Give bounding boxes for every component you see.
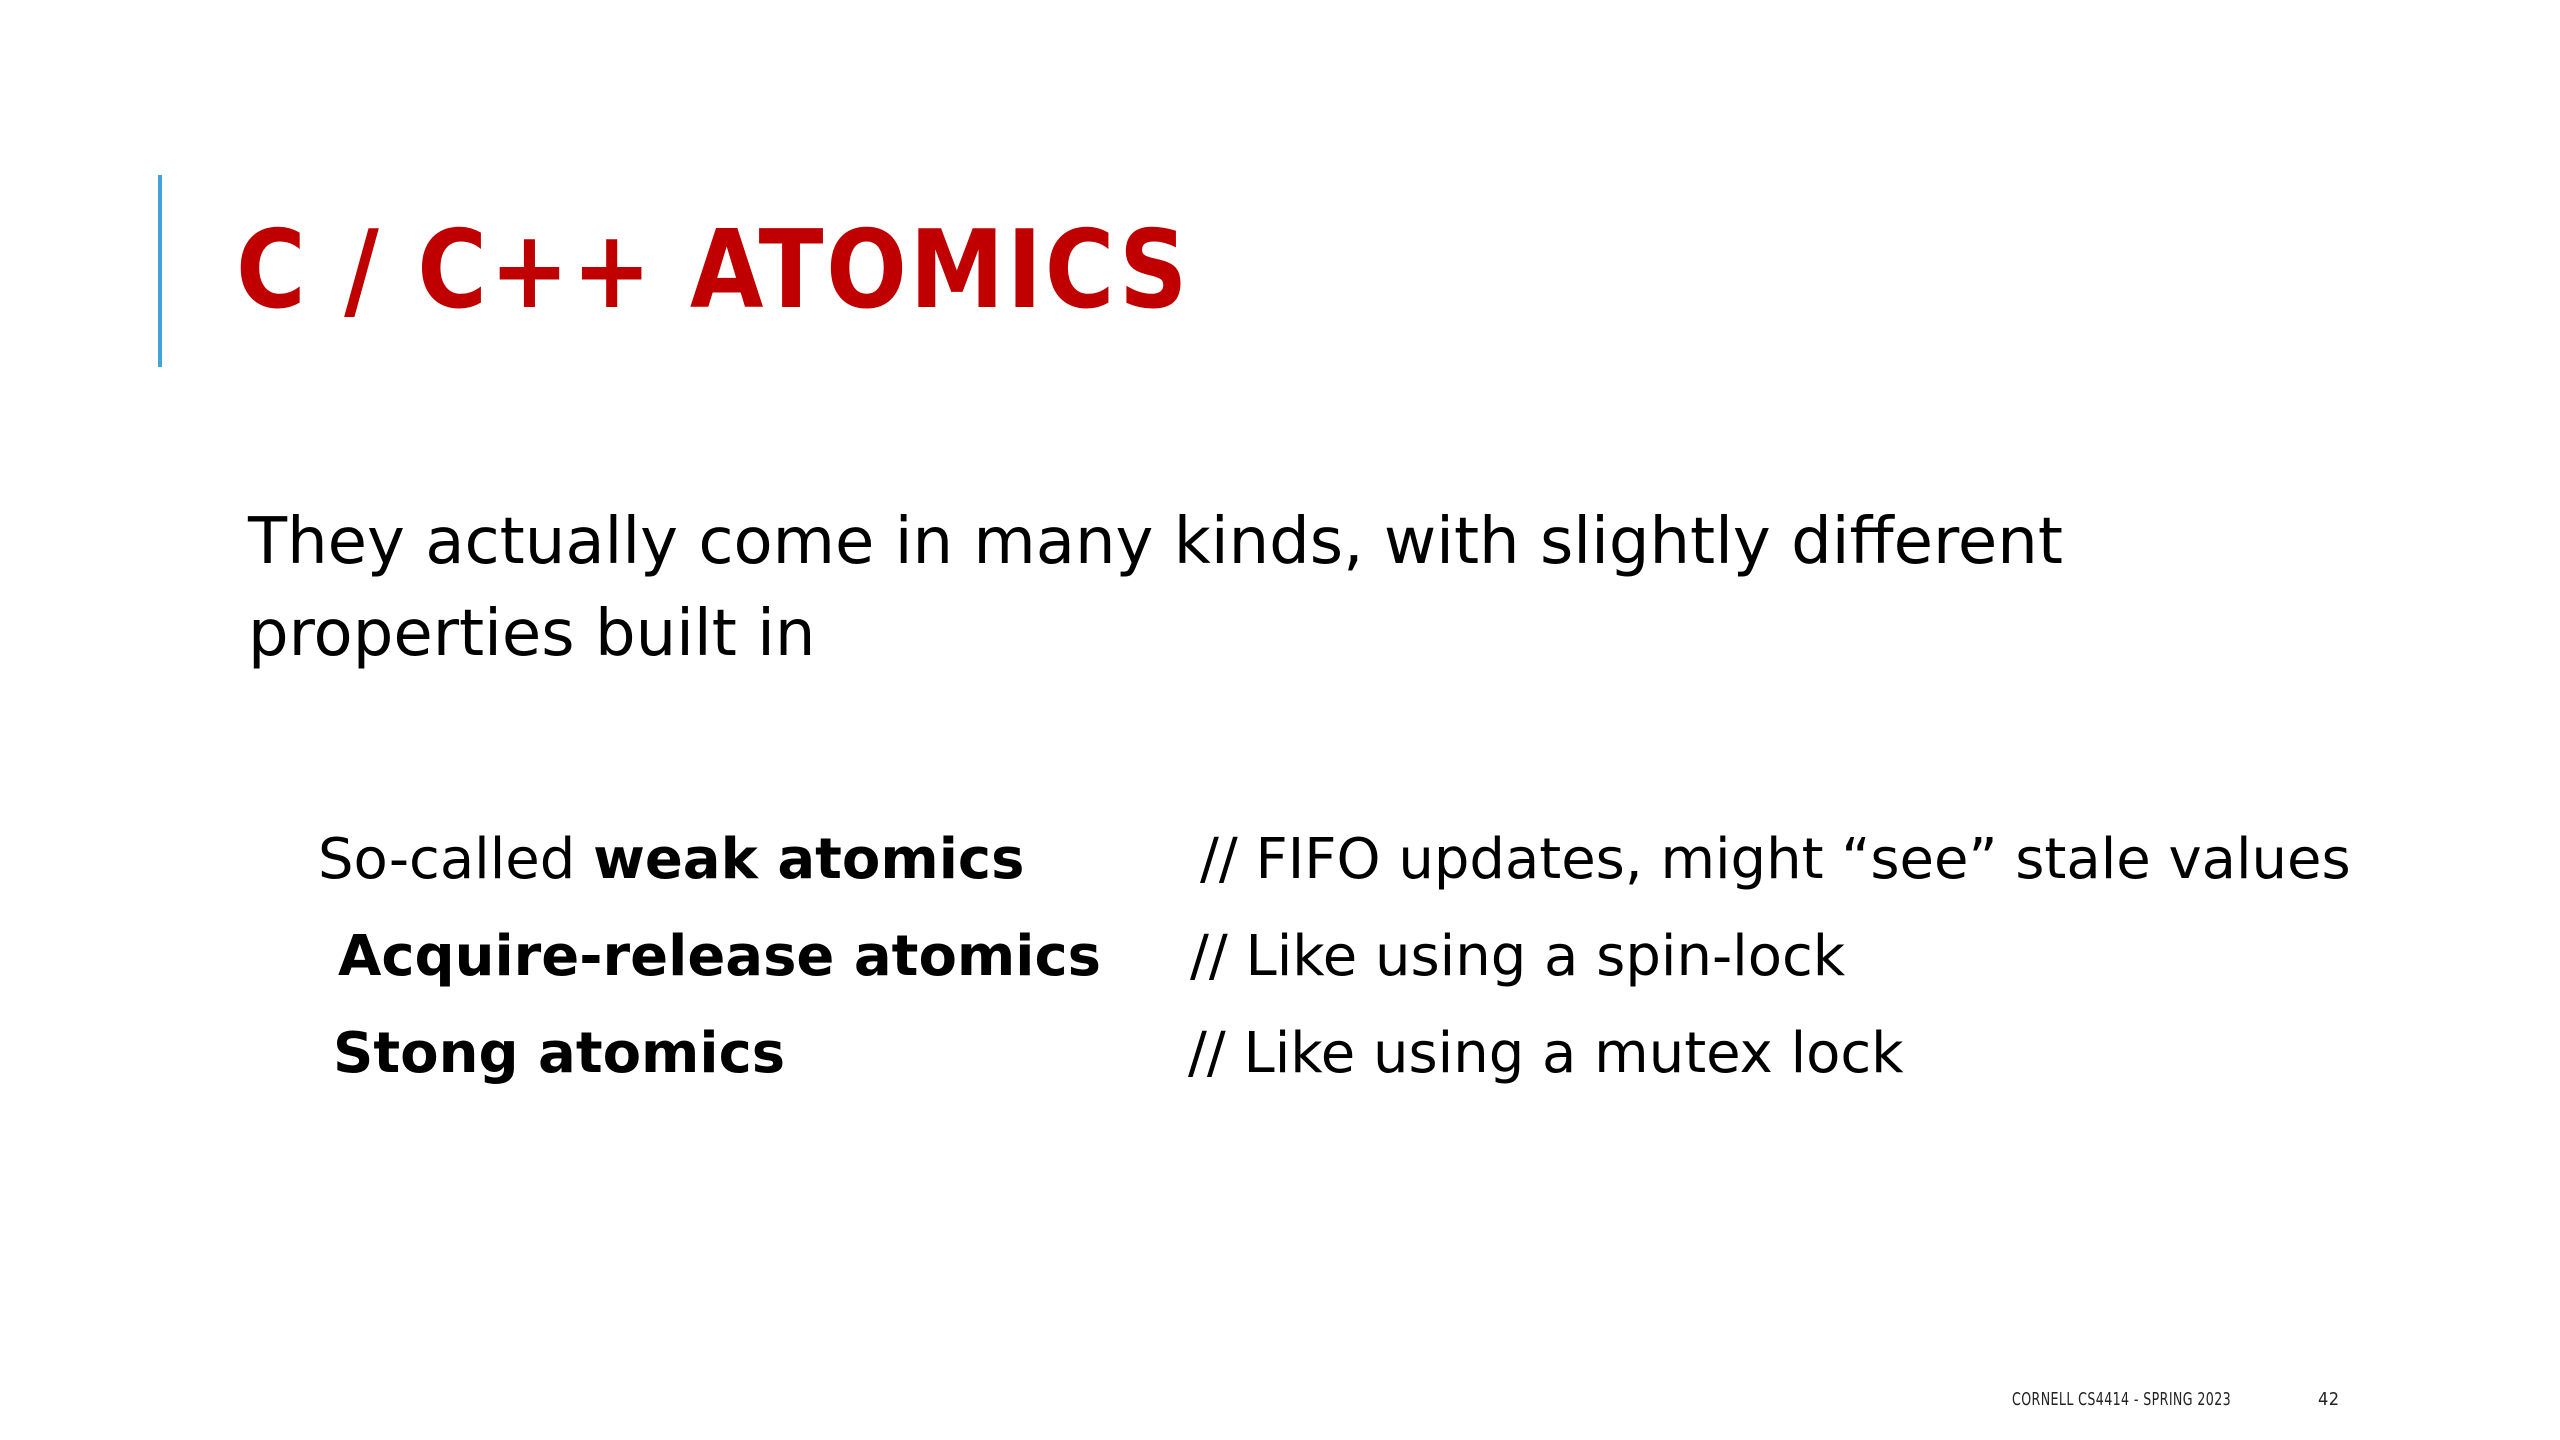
list-item-term <box>333 1019 785 1089</box>
footer-course-label: CORNELL CS4414 - SPRING 2023 <box>2012 1389 2232 1410</box>
list-item-term <box>318 825 1024 895</box>
list-item-comment: // FIFO updates, might “see” stale values <box>1200 827 2351 892</box>
term-name: weak atomics <box>593 827 1025 892</box>
slide-title: C / C++ ATOMICS <box>236 208 1191 333</box>
term-prefix: So-called <box>318 827 594 892</box>
list-item-comment: // Like using a mutex lock <box>1188 1021 1904 1086</box>
term-name: Acquire-release atomics <box>338 924 1101 989</box>
footer-page-number: 42 <box>2318 1389 2340 1410</box>
list-item-comment: // Like using a spin-lock <box>1190 924 1846 989</box>
term-name: Stong atomics <box>333 1021 786 1086</box>
list-item-term <box>338 922 1101 992</box>
slide-intro-text: They actually come in many kinds, with slightly different properties built in <box>248 505 2063 671</box>
